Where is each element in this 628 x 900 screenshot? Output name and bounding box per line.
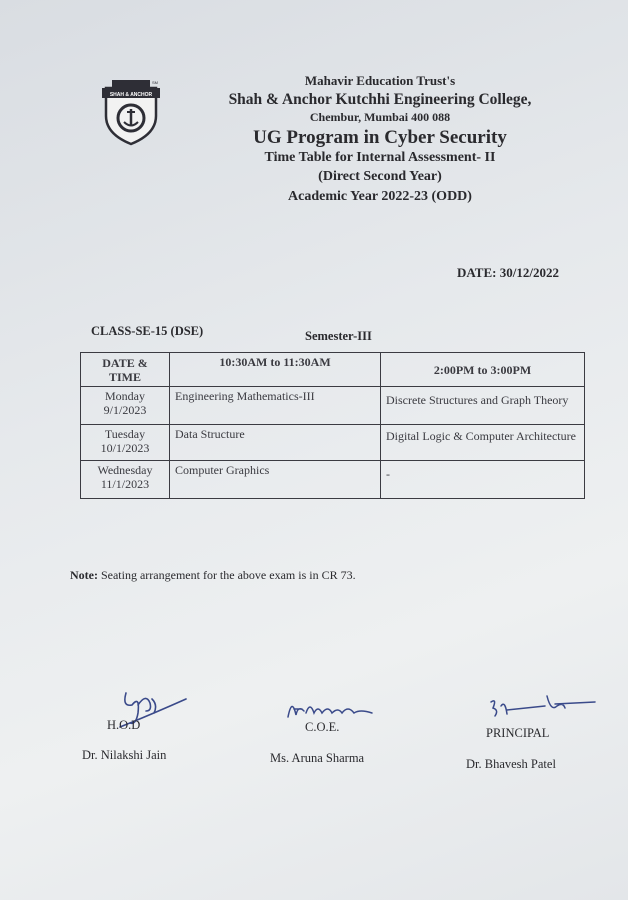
day-cell xyxy=(81,425,170,461)
slot2-cell: Digital Logic & Computer Architecture xyxy=(381,425,585,461)
day-date: 10/1/2023 xyxy=(100,441,150,455)
college-address: Chembur, Mumbai 400 088 xyxy=(309,110,451,124)
table-header-row xyxy=(81,353,585,387)
day-name: Wednesday xyxy=(97,463,153,477)
seating-note xyxy=(70,568,356,583)
table-row xyxy=(81,461,585,499)
timetable-title: Time Table for Internal Assessment- II xyxy=(264,150,496,165)
table-row xyxy=(81,387,585,425)
timetable-subtitle: (Direct Second Year) xyxy=(318,169,442,184)
slot2-cell: Discrete Structures and Graph Theory xyxy=(381,387,585,425)
logo-text: SHAH & ANCHOR xyxy=(109,92,153,98)
day-cell xyxy=(81,461,170,499)
day-date: 9/1/2023 xyxy=(103,403,147,417)
slot2-cell: - xyxy=(381,461,585,499)
coe-name: Ms. Aruna Sharma xyxy=(270,751,365,765)
timetable xyxy=(80,352,585,499)
slot1-cell: Engineering Mathematics-III xyxy=(170,387,381,425)
semester-label: Semester-III xyxy=(305,329,372,343)
note-label: Note: xyxy=(70,568,98,582)
program-title: UG Program in Cyber Security xyxy=(253,127,507,148)
hod-role: H.O.D xyxy=(107,718,141,732)
class-label: CLASS-SE-15 (DSE) xyxy=(91,324,204,338)
coe-role: C.O.E. xyxy=(305,720,340,734)
principal-name: Dr. Bhavesh Patel xyxy=(466,757,556,771)
college-name: Shah & Anchor Kutchhi Engineering College, xyxy=(228,91,532,108)
day-cell xyxy=(81,387,170,425)
day-date: 11/1/2023 xyxy=(100,477,150,491)
slot1-cell: Computer Graphics xyxy=(170,461,381,499)
table-row xyxy=(81,425,585,461)
principal-role: PRINCIPAL xyxy=(486,726,550,740)
trust-name: Mahavir Education Trust's xyxy=(304,73,456,88)
principal-signature xyxy=(485,692,600,722)
slot1-cell: Data Structure xyxy=(170,425,381,461)
issue-date: DATE: 30/12/2022 xyxy=(457,265,559,280)
header-date-time: DATE & TIME xyxy=(81,353,170,387)
header-slot-afternoon: 2:00PM to 3:00PM xyxy=(381,353,585,387)
logo-mark: SM xyxy=(152,80,158,85)
day-name: Monday xyxy=(105,389,145,403)
college-logo xyxy=(100,76,162,146)
coe-signature xyxy=(282,693,382,723)
hod-name: Dr. Nilakshi Jain xyxy=(82,748,167,762)
header-slot-morning: 10:30AM to 11:30AM xyxy=(170,353,381,387)
academic-year: Academic Year 2022-23 (ODD) xyxy=(288,189,472,204)
note-text: Seating arrangement for the above exam is in CR 73. xyxy=(100,568,356,582)
day-name: Tuesday xyxy=(104,427,146,441)
